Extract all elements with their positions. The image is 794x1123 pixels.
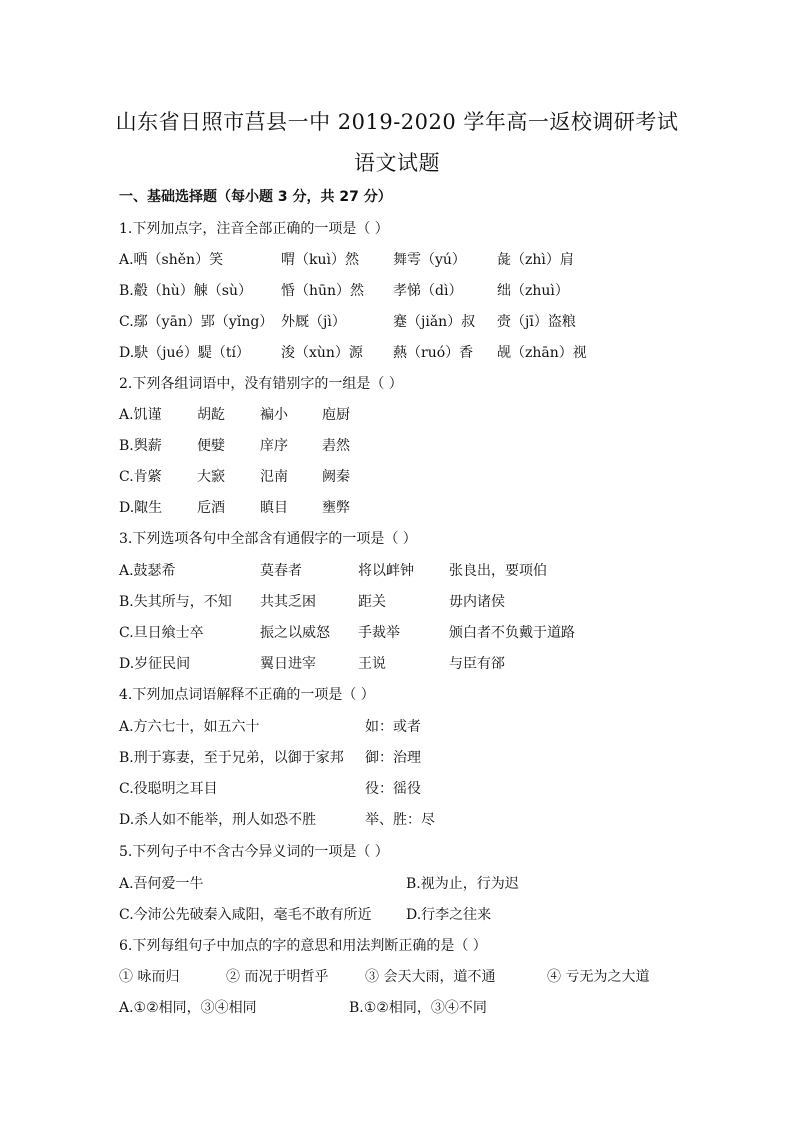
option-cell: 御：治理 xyxy=(365,750,421,766)
option-cell: D.杀人如不能举，刑人如恐不胜 xyxy=(119,812,317,828)
option-cell: 觇（zhān）视 xyxy=(497,345,587,361)
option-cell: 赍（jī）盗粮 xyxy=(497,314,576,330)
option-cell: D.陬生 xyxy=(119,500,163,516)
option-cell: 与臣有郤 xyxy=(449,656,505,672)
option-cell: 举、胜：尽 xyxy=(365,812,435,828)
question-1-stem: 1.下列加点字，注音全部正确的一项是（ ） xyxy=(119,221,389,237)
option-cell: A.鼓瑟希 xyxy=(119,563,176,579)
option-cell: A.吾何爱一牛 xyxy=(119,876,204,892)
option-cell: 阙秦 xyxy=(322,469,350,485)
option-cell: C.今沛公先破秦入咸阳，毫毛不敢有所近 xyxy=(119,907,372,923)
option-cell: 蹇（jiǎn）叔 xyxy=(393,314,476,330)
question-5-options-cd xyxy=(0,904,794,924)
option-cell: A.方六七十，如五六十 xyxy=(119,719,260,735)
question-2-option-b xyxy=(0,435,794,455)
section-heading: 一、基础选择题（每小题 3 分，共 27 分） xyxy=(119,189,392,205)
option-cell: 彘（zhì）肩 xyxy=(497,252,574,268)
option-cell: 孝悌（dì） xyxy=(393,283,463,299)
option-cell: 距关 xyxy=(358,594,386,610)
question-3-option-b xyxy=(0,591,794,611)
question-3-stem: 3.下列选项各句中全部含有通假字的一项是（ ） xyxy=(119,531,417,547)
question-2-stem: 2.下列各组词语中，没有错别字的一组是（ ） xyxy=(119,376,403,392)
question-3-option-a xyxy=(0,560,794,580)
option-cell: 惛（hūn）然 xyxy=(281,283,365,299)
option-cell: 爇（ruó）香 xyxy=(393,345,474,361)
question-1-option-b xyxy=(0,280,794,300)
option-cell: C.肯綮 xyxy=(119,469,162,485)
option-cell: 胡龁 xyxy=(197,407,225,423)
option-cell: C.鄢（yān）郢（yǐng） xyxy=(119,314,274,330)
option-cell: 庖厨 xyxy=(322,407,350,423)
option-cell: 舞雩（yú） xyxy=(393,252,466,268)
option-cell: 庠序 xyxy=(260,438,288,454)
question-3-option-d xyxy=(0,653,794,673)
option-cell: 手裁举 xyxy=(358,625,400,641)
option-cell: 振之以威怒 xyxy=(260,625,330,641)
option-cell: 便嬖 xyxy=(197,438,225,454)
option-cell: 莫春者 xyxy=(260,563,302,579)
option-cell: B.失其所与，不知 xyxy=(119,594,232,610)
option-cell: D.岁征民间 xyxy=(119,656,191,672)
question-1-option-a xyxy=(0,249,794,269)
question-6-options xyxy=(0,997,794,1017)
option-cell: B.①②相同，③④不同 xyxy=(349,1000,487,1016)
option-cell: C.旦日飨士卒 xyxy=(119,625,204,641)
question-6-items xyxy=(0,966,794,986)
question-4-stem: 4.下列加点词语解释不正确的一项是（ ） xyxy=(119,687,375,703)
option-cell: A.哂（shěn）笑 xyxy=(119,252,224,268)
question-2-option-d xyxy=(0,497,794,517)
question-5-stem: 5.下列句子中不含古今异义词的一项是（ ） xyxy=(119,844,389,860)
option-cell: 将以衅钟 xyxy=(358,563,414,579)
option-cell: 褊小 xyxy=(260,407,288,423)
option-cell: 王说 xyxy=(358,656,386,672)
option-cell: 大窾 xyxy=(197,469,225,485)
option-cell: 毋内诸侯 xyxy=(449,594,505,610)
question-3-option-c xyxy=(0,622,794,642)
option-cell: 役：徭役 xyxy=(365,781,421,797)
option-cell: 张良出，要项伯 xyxy=(449,563,547,579)
sentence-item: ④ 亏无为之大道 xyxy=(547,969,650,985)
option-cell: B.刑于寡妻，至于兄弟，以御于家邦 xyxy=(119,750,344,766)
question-4-option-a xyxy=(0,716,794,736)
question-1-option-c xyxy=(0,311,794,331)
option-cell: 共其乏困 xyxy=(260,594,316,610)
question-1-option-d xyxy=(0,342,794,362)
option-cell: 浚（xùn）源 xyxy=(281,345,363,361)
option-cell: 瞋目 xyxy=(260,500,288,516)
sentence-item: ① 咏而归 xyxy=(119,969,180,985)
option-cell: B.舆薪 xyxy=(119,438,162,454)
option-cell: 绌（zhuì） xyxy=(497,283,569,299)
question-4-option-c xyxy=(0,778,794,798)
option-cell: 砉然 xyxy=(322,438,350,454)
question-4-option-d xyxy=(0,809,794,829)
option-cell: A.①②相同，③④相同 xyxy=(119,1000,257,1016)
option-cell: 氾南 xyxy=(260,469,288,485)
question-6-stem: 6.下列每组句子中加点的字的意思和用法判断正确的是（ ） xyxy=(119,938,487,954)
option-cell: B.视为止，行为迟 xyxy=(406,876,519,892)
sentence-item: ② 而况于明哲乎 xyxy=(226,969,329,985)
option-cell: B.觳（hù）觫（sù） xyxy=(119,283,252,299)
option-cell: 外厩（jì） xyxy=(281,314,346,330)
exam-title: 山东省日照市莒县一中 2019-2020 学年高一返校调研考试 xyxy=(115,110,679,134)
question-2-option-a xyxy=(0,404,794,424)
sentence-item: ③ 会天大雨，道不通 xyxy=(365,969,496,985)
option-cell: 壅弊 xyxy=(322,500,350,516)
option-cell: 颁白者不负戴于道路 xyxy=(449,625,575,641)
option-cell: C.役聪明之耳目 xyxy=(119,781,218,797)
option-cell: 喟（kuì）然 xyxy=(281,252,359,268)
option-cell: D.行李之往来 xyxy=(406,907,492,923)
option-cell: 翼日进宰 xyxy=(260,656,316,672)
question-5-options-ab xyxy=(0,873,794,893)
question-2-option-c xyxy=(0,466,794,486)
option-cell: A.饥谨 xyxy=(119,407,162,423)
question-4-option-b xyxy=(0,747,794,767)
exam-subtitle: 语文试题 xyxy=(354,151,440,175)
option-cell: 如：或者 xyxy=(365,719,421,735)
option-cell: 卮酒 xyxy=(197,500,225,516)
option-cell: D.駃（jué）騠（tí） xyxy=(119,345,250,361)
